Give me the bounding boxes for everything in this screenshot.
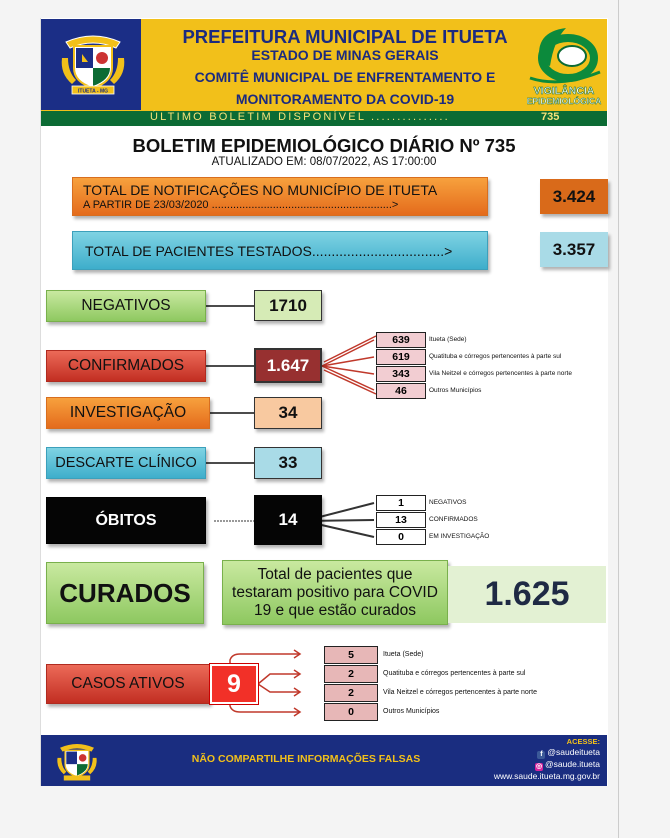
curados-label: CURADOS bbox=[46, 562, 204, 624]
confirmados-outros-label: Outros Municípios bbox=[429, 387, 482, 394]
confirmados-sul-label: Quatituba e córregos pertencentes à parte sul bbox=[429, 353, 562, 360]
last-bulletin-number: 735 bbox=[541, 111, 560, 123]
ativos-sul-label: Quatituba e córregos pertencentes à parte sul bbox=[383, 670, 526, 677]
obitos-negativos-value: 1 bbox=[376, 495, 426, 511]
facebook-icon: f bbox=[537, 751, 545, 759]
header-title: PREFEITURA MUNICIPAL DE ITUETA bbox=[182, 26, 508, 47]
vig-logo-line1: VIGILÂNCIA bbox=[533, 85, 595, 97]
descarte-value: 33 bbox=[254, 447, 322, 479]
confirmados-norte-value: 343 bbox=[376, 366, 426, 382]
ativos-norte-label: Vila Neitzel e córregos pertencentes à parte norte bbox=[383, 689, 537, 696]
ativos-outros-label: Outros Municípios bbox=[383, 708, 440, 715]
confirmados-value: 1.647 bbox=[254, 348, 322, 383]
footer-website-link[interactable]: www.saude.itueta.mg.gov.br bbox=[493, 771, 600, 781]
obitos-label: ÓBITOS bbox=[46, 497, 206, 544]
confirmados-outros-value: 46 bbox=[376, 383, 426, 399]
negativos-value: 1710 bbox=[254, 290, 322, 321]
facebook-handle: @saudeitueta bbox=[547, 747, 600, 757]
descarte-label: DESCARTE CLÍNICO bbox=[46, 447, 206, 479]
curados-value: 1.625 bbox=[448, 566, 606, 623]
footer-instagram[interactable] bbox=[480, 759, 600, 771]
vig-logo-line2: EPIDEMIOLÓGICA bbox=[526, 96, 602, 106]
obitos-investigacao-value: 0 bbox=[376, 529, 426, 545]
footer-message: NÃO COMPARTILHE INFORMAÇÕES FALSAS bbox=[191, 753, 421, 765]
last-bulletin-label: ÚLTIMO BOLETIM DISPONÍVEL ............... bbox=[150, 111, 450, 123]
obitos-confirmados-label: CONFIRMADOS bbox=[429, 516, 478, 523]
ativos-sul-value: 2 bbox=[324, 665, 378, 683]
ativos-sede-value: 5 bbox=[324, 646, 378, 664]
header-state: ESTADO DE MINAS GERAIS bbox=[251, 47, 439, 63]
notifications-label-line2: A PARTIR DE 23/03/2020 ...........................................................> bbox=[83, 199, 399, 211]
investigacao-label: INVESTIGAÇÃO bbox=[46, 397, 210, 429]
bulletin-updated: ATUALIZADO EM: 08/07/2022, AS 17:00:00 bbox=[211, 156, 437, 168]
obitos-value: 14 bbox=[254, 495, 322, 545]
total-tested-label: TOTAL DE PACIENTES TESTADOS..................................> bbox=[72, 231, 488, 270]
instagram-handle: @saude.itueta bbox=[545, 759, 600, 769]
total-notifications-label bbox=[72, 177, 488, 216]
casos-ativos-value: 9 bbox=[210, 664, 258, 704]
footer-acesse: ACESSE: bbox=[566, 737, 600, 746]
instagram-icon: ◎ bbox=[535, 763, 543, 770]
footer-crest-icon bbox=[54, 739, 100, 783]
investigacao-value: 34 bbox=[254, 397, 322, 429]
confirmados-norte-label: Vila Neitzel e córregos pertencentes à parte norte bbox=[429, 370, 572, 377]
crest-banner-text: ITUETA - MG bbox=[78, 88, 108, 95]
page-edge-line bbox=[618, 0, 619, 838]
ativos-norte-value: 2 bbox=[324, 684, 378, 702]
ativos-outros-value: 0 bbox=[324, 703, 378, 721]
confirmados-sul-value: 619 bbox=[376, 349, 426, 365]
notifications-label-line1: TOTAL DE NOTIFICAÇÕES NO MUNICÍPIO DE ITUETA bbox=[83, 182, 438, 198]
total-tested-value: 3.357 bbox=[540, 232, 608, 267]
vigilancia-epidemiologica-logo-icon bbox=[520, 22, 607, 108]
obitos-confirmados-value: 13 bbox=[376, 512, 426, 528]
confirmados-label: CONFIRMADOS bbox=[46, 350, 206, 382]
obitos-investigacao-label: EM INVESTIGAÇÃO bbox=[429, 533, 490, 540]
confirmados-sede-value: 639 bbox=[376, 332, 426, 348]
total-notifications-value: 3.424 bbox=[540, 179, 608, 214]
obitos-negativos-label: NEGATIVOS bbox=[429, 499, 467, 506]
curados-description: Total de pacientes que testaram positivo para COVID 19 e que estão curados bbox=[222, 560, 448, 625]
footer-facebook[interactable] bbox=[480, 747, 600, 759]
header-committee-line2: MONITORAMENTO DA COVID-19 bbox=[235, 91, 455, 107]
negativos-label: NEGATIVOS bbox=[46, 290, 206, 322]
casos-ativos-label: CASOS ATIVOS bbox=[46, 664, 210, 704]
bulletin-title: BOLETIM EPIDEMIOLÓGICO DIÁRIO Nº 735 bbox=[132, 135, 516, 156]
municipal-crest-icon bbox=[58, 28, 128, 98]
ativos-sede-label: Itueta (Sede) bbox=[383, 651, 424, 658]
confirmados-sede-label: Itueta (Sede) bbox=[429, 336, 467, 343]
header-committee-line1: COMITÊ MUNICIPAL DE ENFRENTAMENTO E bbox=[194, 69, 496, 85]
